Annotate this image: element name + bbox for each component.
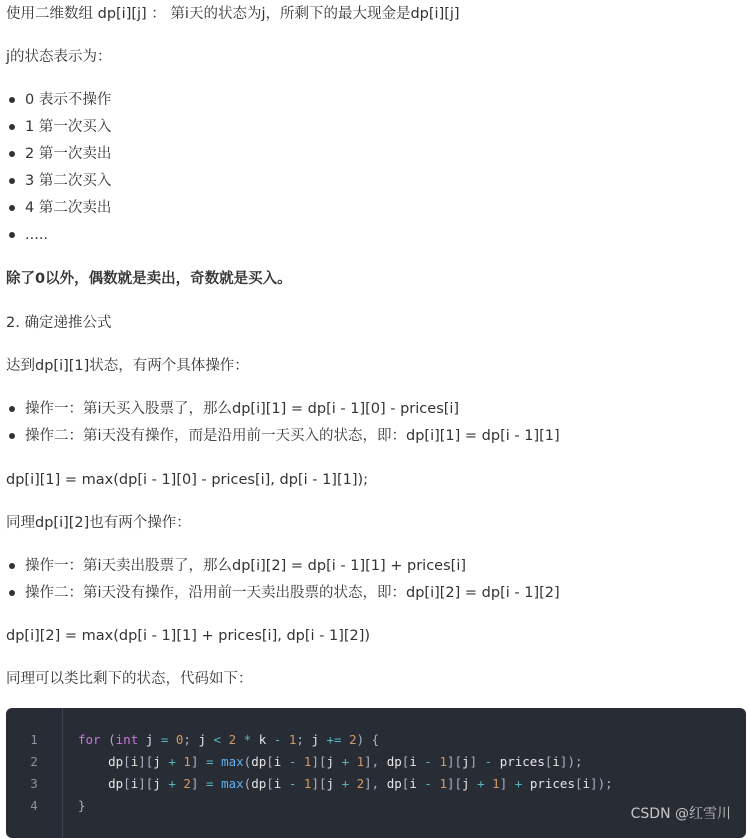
csdn-watermark: CSDN @红雪川 <box>630 806 731 822</box>
list-item: 2 第一次卖出 <box>6 144 111 171</box>
line-number: 4 <box>30 798 38 813</box>
list-item: 操作一：第i天卖出股票了，那么dp[i][2] = dp[i - 1][1] + prices[i] <box>6 556 560 583</box>
bullet-icon <box>9 178 15 184</box>
bullet-icon <box>9 151 15 157</box>
code-line: dp[i][j + 1] = max(dp[i - 1][j + 1], dp[i - 1][j] - prices[i]); <box>108 754 583 769</box>
bullet-icon <box>9 406 15 412</box>
dp1-intro-text: 达到dp[i][1]状态，有两个具体操作： <box>6 358 249 374</box>
bullet-icon <box>9 124 15 130</box>
list-item: ..... <box>6 225 111 252</box>
bullet-icon <box>9 590 15 596</box>
dp1-ops-list <box>6 399 560 453</box>
list-item: 操作一：第i天买入股票了，那么dp[i][1] = dp[i - 1][0] - prices[i] <box>6 399 560 426</box>
analogy-text: 同理可以类比剩下的状态，代码如下： <box>6 671 253 687</box>
bullet-icon <box>9 97 15 103</box>
step-title: 2. 确定递推公式 <box>6 315 112 331</box>
list-item: 4 第二次卖出 <box>6 198 111 225</box>
dp1-formula: dp[i][1] = max(dp[i - 1][0] - prices[i], dp[i - 1][1]); <box>6 472 369 488</box>
dp2-intro-text: 同理dp[i][2]也有两个操作： <box>6 515 191 531</box>
line-number: 1 <box>30 732 38 747</box>
list-item: 0 表示不操作 <box>6 90 111 117</box>
list-item: 1 第一次买入 <box>6 117 111 144</box>
line-number: 2 <box>30 754 38 769</box>
list-item: 3 第二次买入 <box>6 171 111 198</box>
list-item: 操作二：第i天没有操作，而是沿用前一天买入的状态，即：dp[i][1] = dp[i - 1][1] <box>6 426 560 453</box>
line-number-gutter <box>6 708 63 838</box>
bullet-icon <box>9 563 15 569</box>
dp2-ops-list <box>6 556 560 610</box>
state-list <box>6 90 111 252</box>
parity-note: 除了0以外，偶数就是卖出，奇数就是买入。 <box>6 271 292 287</box>
code-line: } <box>78 798 86 813</box>
code-line: dp[i][j + 2] = max(dp[i - 1][j + 2], dp[i - 1][j + 1] + prices[i]); <box>108 776 613 791</box>
code-line: for (int j = 0; j < 2 * k - 1; j += 2) { <box>78 732 380 747</box>
bullet-icon <box>9 205 15 211</box>
bullet-icon <box>9 232 15 238</box>
dp-definition-text: 使用二维数组 dp[i][j] ： 第i天的状态为j，所剩下的最大现金是dp[i][j] <box>6 6 460 22</box>
bullet-icon <box>9 433 15 439</box>
dp2-formula: dp[i][2] = max(dp[i - 1][1] + prices[i], dp[i - 1][2]) <box>6 628 371 644</box>
state-intro-text: j的状态表示为： <box>6 49 112 65</box>
list-item: 操作二：第i天没有操作，沿用前一天卖出股票的状态，即：dp[i][2] = dp[i - 1][2] <box>6 583 560 610</box>
line-number: 3 <box>30 776 38 791</box>
